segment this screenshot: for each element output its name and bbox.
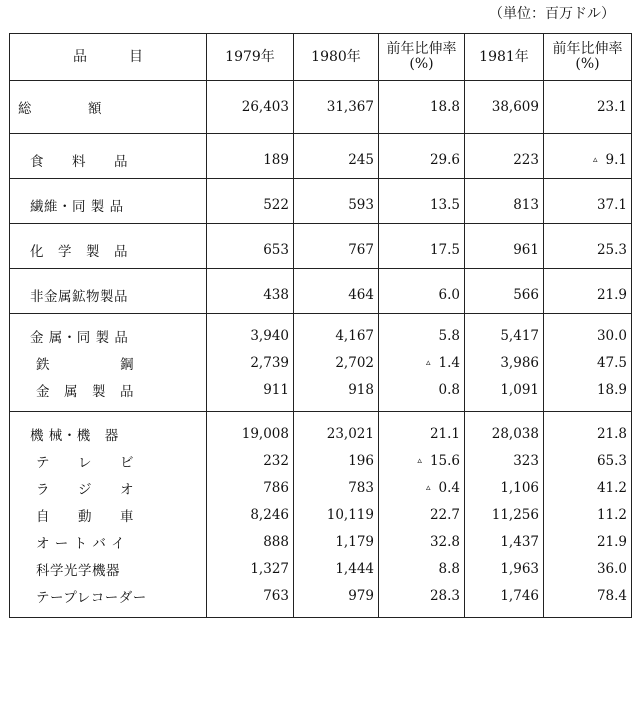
cell-growth-1981: 21.8 [544,420,632,447]
cell-1979: 26,403 [207,89,294,125]
cell-1979: 653 [207,232,294,269]
cell-growth-1980: 17.5 [379,232,465,269]
cell-1981: 11,256 [465,501,544,528]
cell-growth-1981: 65.3 [544,447,632,474]
cell-1980: 1,179 [294,528,379,555]
cell-growth-1980: 28.3 [379,582,465,609]
row-name: 鉄 鋼 [36,356,134,373]
cell-growth-1981: 23.1 [544,89,632,125]
table-row [10,89,632,125]
cell-1981: 323 [465,447,544,474]
cell-growth-1981: 37.1 [544,187,632,224]
cell-growth-1980: 6.0 [379,277,465,314]
cell-growth-1980: ▵ 1.4 [379,349,465,376]
row-name: オ ー ト バ イ [36,535,126,552]
table-row [10,349,632,376]
cell-growth-1980: 5.8 [379,322,465,349]
table-row [10,232,632,269]
header-1980: 1980年 [294,34,379,81]
table-row [10,447,632,474]
cell-1979: 2,739 [207,349,294,376]
header-item: 品 目 [10,34,207,81]
row-name: 金 属 製 品 [36,383,134,400]
negative-marker: ▵ [417,455,422,466]
cell-1980: 767 [294,232,379,269]
cell-growth-1980: 13.5 [379,187,465,224]
row-name: 自 動 車 [36,508,134,525]
table-row [10,376,632,403]
cell-1979: 888 [207,528,294,555]
cell-1981: 1,963 [465,555,544,582]
cell-growth-1981: 21.9 [544,528,632,555]
cell-1981: 566 [465,277,544,314]
negative-marker: ▵ [425,482,431,493]
row-name: テ レ ビ [36,454,134,471]
cell-1981: 1,106 [465,474,544,501]
row-name: 金 属・同 製 品 [30,329,129,346]
cell-growth-1981: 47.5 [544,349,632,376]
table-row [10,322,632,349]
table-row [10,187,632,224]
cell-1980: 464 [294,277,379,314]
cell-1980: 783 [294,474,379,501]
cell-growth-1980: ▵ 15.6 [379,447,465,474]
cell-growth-1981: 18.9 [544,376,632,403]
cell-1979: 1,327 [207,555,294,582]
cell-growth-1981: 30.0 [544,322,632,349]
cell-growth-1980: 18.8 [379,89,465,125]
row-name: 繊維・同 製 品 [30,199,124,215]
cell-1980: 31,367 [294,89,379,125]
row-name: 機 械・機 器 [30,427,119,444]
cell-growth-1981: 11.2 [544,501,632,528]
cell-1981: 813 [465,187,544,224]
header-1981: 1981年 [465,34,544,81]
cell-1981: 1,437 [465,528,544,555]
header-1979: 1979年 [207,34,294,81]
cell-1981: 1,091 [465,376,544,403]
cell-1981: 38,609 [465,89,544,125]
export-table [9,33,632,618]
table-row [10,555,632,582]
cell-1979: 3,940 [207,322,294,349]
table-row [10,501,632,528]
row-name: 非金属鉱物製品 [30,289,128,305]
cell-growth-1981: 78.4 [544,582,632,609]
cell-1980: 979 [294,582,379,609]
cell-1979: 189 [207,142,294,179]
cell-1980: 2,702 [294,349,379,376]
cell-1981: 5,417 [465,322,544,349]
table-row [10,474,632,501]
cell-1980: 245 [294,142,379,179]
cell-1979: 786 [207,474,294,501]
cell-1980: 1,444 [294,555,379,582]
cell-growth-1980: 22.7 [379,501,465,528]
cell-1981: 3,986 [465,349,544,376]
row-name: テープレコーダー [36,589,147,606]
cell-1980: 23,021 [294,420,379,447]
cell-growth-1981: 41.2 [544,474,632,501]
table-row [10,582,632,609]
row-name: 化 学 製 品 [30,244,128,260]
cell-1979: 232 [207,447,294,474]
cell-1979: 19,008 [207,420,294,447]
cell-1979: 911 [207,376,294,403]
cell-1980: 918 [294,376,379,403]
cell-1980: 4,167 [294,322,379,349]
row-name: ラ ジ オ [36,481,134,498]
cell-1980: 196 [294,447,379,474]
table-row [10,420,632,447]
cell-growth-1980: 8.8 [379,555,465,582]
cell-1979: 8,246 [207,501,294,528]
cell-growth-1981: ▵ 9.1 [544,142,632,179]
row-name: 食 料 品 [30,154,128,170]
table-row [10,142,632,179]
table-row [10,528,632,555]
cell-growth-1980: 29.6 [379,142,465,179]
cell-1979: 438 [207,277,294,314]
cell-growth-1980: 21.1 [379,420,465,447]
cell-1979: 522 [207,187,294,224]
header-row [10,34,632,81]
unit-label: （単位：百万ドル） [489,6,615,22]
row-name: 総 額 [18,101,102,117]
cell-growth-1981: 25.3 [544,232,632,269]
cell-1981: 961 [465,232,544,269]
header-growth-1981: 前年比伸率 (%) [544,34,632,81]
cell-1979: 763 [207,582,294,609]
cell-growth-1981: 21.9 [544,277,632,314]
cell-1981: 28,038 [465,420,544,447]
cell-1981: 223 [465,142,544,179]
cell-growth-1980: 32.8 [379,528,465,555]
row-name: 科学光学機器 [36,562,120,579]
negative-marker: ▵ [425,357,431,368]
cell-1980: 593 [294,187,379,224]
cell-growth-1980: 0.8 [379,376,465,403]
negative-marker: ▵ [592,155,598,165]
header-growth-1980: 前年比伸率 (%) [379,34,465,81]
cell-growth-1981: 36.0 [544,555,632,582]
cell-1980: 10,119 [294,501,379,528]
cell-1981: 1,746 [465,582,544,609]
table-row [10,277,632,314]
cell-growth-1980: ▵ 0.4 [379,474,465,501]
